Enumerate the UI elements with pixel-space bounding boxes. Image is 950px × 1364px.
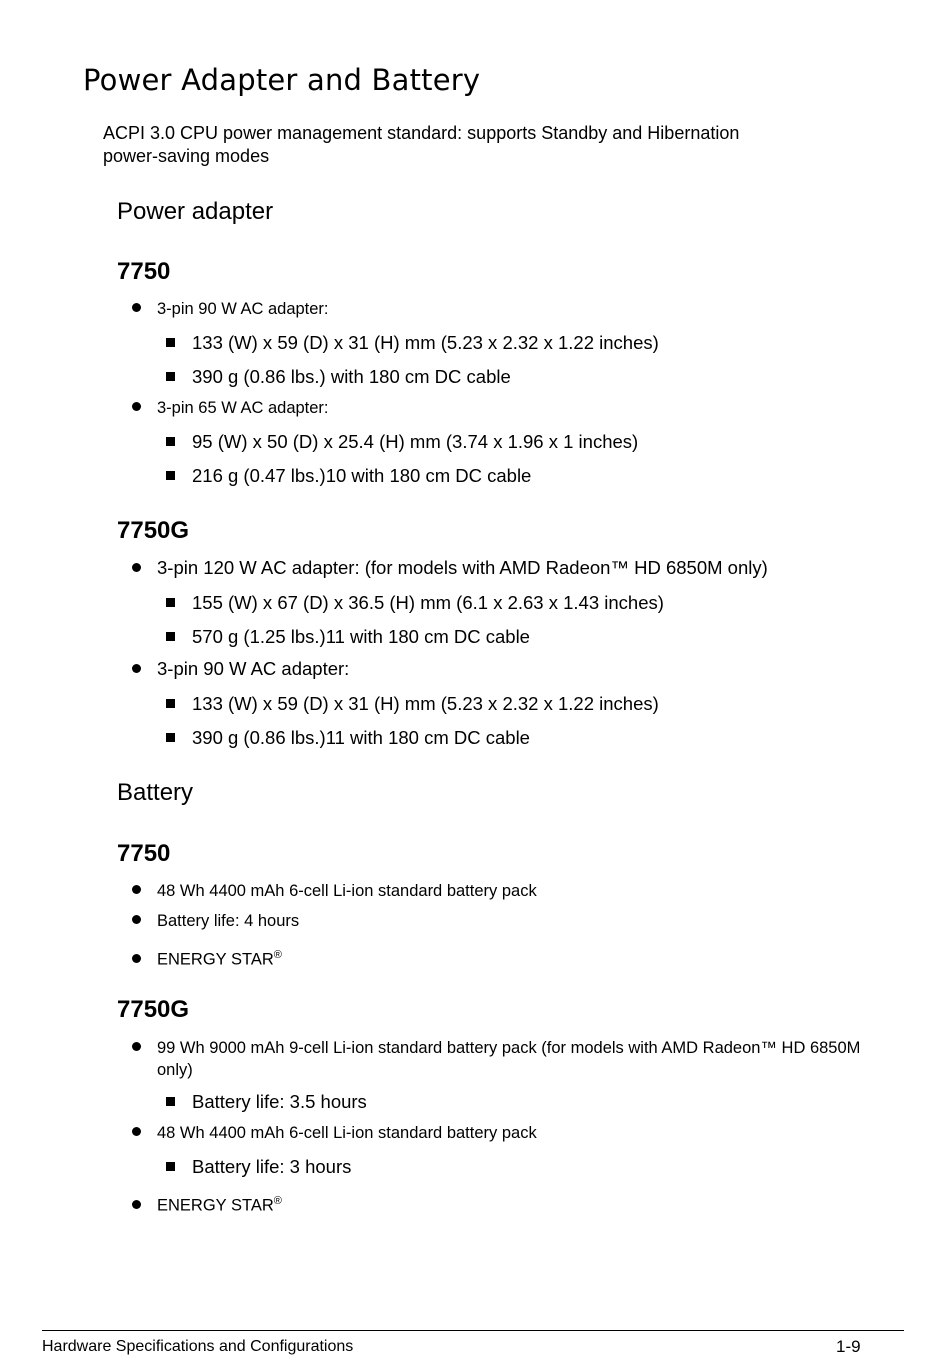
- sub-list-item-label: 216 g (0.47 lbs.)10 with 180 cm DC cable: [192, 465, 532, 486]
- power-adapter-7750-heading: 7750: [117, 258, 171, 285]
- power-adapter-heading: Power adapter: [117, 198, 274, 225]
- bullet-dot-icon: [132, 885, 141, 894]
- bullet-dot-icon: [132, 303, 141, 312]
- sub-list-item-label: Battery life: 3.5 hours: [192, 1091, 367, 1112]
- sub-list-item: [166, 692, 659, 716]
- list-item: [132, 298, 329, 320]
- sub-list-item: [166, 726, 530, 750]
- bullet-square-icon: [166, 1162, 175, 1171]
- list-item-label: 48 Wh 4400 mAh 6-cell Li-ion standard battery pack: [157, 882, 537, 900]
- sub-list-item-label: 133 (W) x 59 (D) x 31 (H) mm (5.23 x 2.32 x 1.22 inches): [192, 332, 659, 353]
- list-item: [132, 1037, 892, 1081]
- page-title: Power Adapter and Battery: [83, 63, 481, 97]
- sub-list-item: [166, 430, 638, 454]
- bullet-dot-icon: [132, 1042, 141, 1051]
- list-item-label: 3-pin 90 W AC adapter:: [157, 300, 329, 318]
- sub-list-item: [166, 1155, 351, 1179]
- sub-list-item-label: 95 (W) x 50 (D) x 25.4 (H) mm (3.74 x 1.96 x 1 inches): [192, 431, 639, 452]
- bullet-square-icon: [166, 1097, 175, 1106]
- list-item-label: Battery life: 4 hours: [157, 912, 300, 930]
- sub-list-item: [166, 1090, 367, 1114]
- bullet-square-icon: [166, 632, 175, 641]
- bullet-dot-icon: [132, 402, 141, 411]
- sub-list-item: [166, 591, 664, 615]
- list-item-label: ENERGY STAR: [157, 1196, 274, 1215]
- bullet-dot-icon: [132, 1200, 141, 1209]
- sub-list-item: [166, 331, 659, 355]
- sub-list-item: [166, 365, 511, 389]
- sub-list-item-label: 133 (W) x 59 (D) x 31 (H) mm (5.23 x 2.32 x 1.22 inches): [192, 693, 659, 714]
- bullet-dot-icon: [132, 563, 141, 572]
- registered-mark: ®: [273, 949, 282, 961]
- sub-list-item-label: 570 g (1.25 lbs.)11 with 180 cm DC cable: [192, 626, 530, 647]
- footer-section-title: Hardware Specifications and Configurations: [42, 1338, 354, 1355]
- list-item-label: 3-pin 90 W AC adapter:: [157, 658, 350, 679]
- power-adapter-7750g-heading: 7750G: [117, 517, 190, 544]
- list-item-label: 48 Wh 4400 mAh 6-cell Li-ion standard battery pack: [157, 1124, 537, 1142]
- bullet-square-icon: [166, 372, 175, 381]
- list-item-line-2: only): [157, 1061, 193, 1079]
- bullet-dot-icon: [132, 1127, 141, 1136]
- list-item-label: ENERGY STAR: [157, 950, 274, 969]
- bullet-square-icon: [166, 471, 175, 480]
- intro-paragraph: [103, 122, 739, 168]
- page-number: 1-9: [836, 1337, 861, 1356]
- bullet-dot-icon: [132, 664, 141, 673]
- bullet-square-icon: [166, 338, 175, 347]
- sub-list-item-label: 390 g (0.86 lbs.)11 with 180 cm DC cable: [192, 727, 530, 748]
- list-item: [132, 910, 299, 932]
- list-item-label: [157, 1037, 887, 1081]
- sub-list-item: [166, 625, 530, 649]
- bullet-square-icon: [166, 598, 175, 607]
- bullet-dot-icon: [132, 954, 141, 963]
- list-item: [132, 1190, 282, 1217]
- list-item: [132, 944, 282, 971]
- intro-line-2: power-saving modes: [103, 146, 270, 166]
- battery-heading: Battery: [117, 779, 194, 806]
- list-item: [132, 880, 537, 902]
- bullet-square-icon: [166, 699, 175, 708]
- list-item-label: 3-pin 65 W AC adapter:: [157, 399, 329, 417]
- battery-7750-heading: 7750: [117, 840, 171, 867]
- registered-mark: ®: [273, 1195, 282, 1207]
- list-item-line-1: 99 Wh 9000 mAh 9-cell Li-ion standard battery pack (for models with AMD Radeon™ HD 6850M: [157, 1039, 861, 1057]
- sub-list-item-label: 155 (W) x 67 (D) x 36.5 (H) mm (6.1 x 2.63 x 1.43 inches): [192, 592, 664, 613]
- bullet-square-icon: [166, 733, 175, 742]
- intro-line-1: ACPI 3.0 CPU power management standard: supports Standby and Hibernation: [103, 123, 740, 143]
- sub-list-item-label: 390 g (0.86 lbs.) with 180 cm DC cable: [192, 366, 511, 387]
- footer-divider: [42, 1330, 904, 1331]
- list-item: [132, 397, 329, 419]
- sub-list-item: [166, 464, 531, 488]
- list-item: [132, 557, 768, 579]
- bullet-dot-icon: [132, 915, 141, 924]
- bullet-square-icon: [166, 437, 175, 446]
- battery-7750g-heading: 7750G: [117, 996, 190, 1023]
- list-item-label: 3-pin 120 W AC adapter: (for models with AMD Radeon™ HD 6850M only): [157, 557, 768, 578]
- list-item: [132, 658, 349, 680]
- list-item: [132, 1122, 537, 1144]
- sub-list-item-label: Battery life: 3 hours: [192, 1156, 352, 1177]
